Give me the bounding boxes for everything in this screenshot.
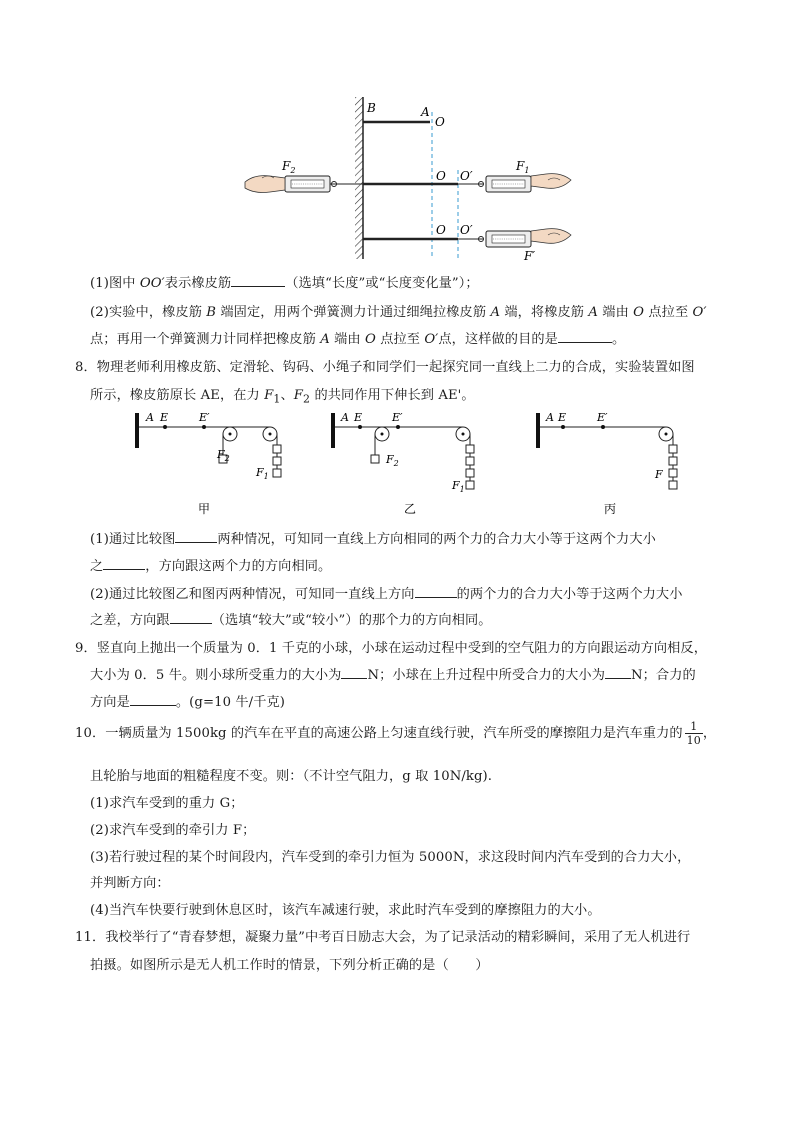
q8-sub1-line1: (1)通过比较图 两种情况，可知同一直线上方向相同的两个力的合力大小等于这两个力大小 bbox=[90, 532, 656, 547]
svg-text:A: A bbox=[546, 411, 554, 424]
label-f1: $F_1$ bbox=[516, 159, 530, 175]
q7-blank-1[interactable] bbox=[231, 274, 285, 287]
q10-sub3-line1: (3)若行驶过程的某个时间段内，汽车受到的牵引力恒为 5000N，求这段时间内汽车受到的合力大小， bbox=[90, 850, 691, 865]
svg-text:F: F bbox=[655, 468, 663, 481]
label-b: B bbox=[367, 101, 376, 115]
q8-blank-4[interactable] bbox=[170, 611, 212, 624]
label-o-prime-bottom: O′ bbox=[460, 223, 473, 237]
caption-yi: 乙 bbox=[404, 502, 417, 516]
caption-bing: 丙 bbox=[604, 502, 617, 516]
q10-line2: 且轮胎与地面的粗糙程度不变。则：（不计空气阻力，g 取 10N/kg). bbox=[90, 769, 493, 784]
q8-sub2-line1: (2)通过比较图乙和图丙两种情况，可知同一直线上方向 的两个力的合力大小等于这两个力大小 bbox=[90, 587, 683, 602]
q9-line3: 方向是 。(g=10 牛/千克) bbox=[90, 695, 286, 710]
q10-sub4: (4)当汽车快要行驶到休息区时，该汽车减速行驶，求此时汽车受到的摩擦阻力的大小。 bbox=[90, 903, 601, 918]
label-f-prime: F′ bbox=[524, 249, 536, 263]
svg-text:F2: $F_2$ bbox=[386, 453, 399, 468]
caption-jia: 甲 bbox=[198, 502, 211, 516]
label-o-middle: O bbox=[436, 169, 446, 183]
svg-text:E: E bbox=[558, 411, 567, 424]
svg-text:E′: E′ bbox=[199, 411, 210, 424]
q9-blank-2[interactable] bbox=[605, 666, 631, 679]
pulley-experiment-figures bbox=[0, 405, 794, 525]
svg-text:A: A bbox=[341, 411, 349, 424]
q8-stem-line1: 8．物理老师利用橡皮筋、定滑轮、钩码、小绳子和同学们一起探究同一直线上二力的合成，实验装置如图 bbox=[75, 360, 695, 375]
figure-yi bbox=[333, 411, 474, 516]
svg-text:F1: $F_1$ bbox=[452, 479, 465, 494]
q11-line1: 11．我校举行了“青春梦想，凝聚力量”中考百日励志大会，为了记录活动的精彩瞬间，采用了无人机进行 bbox=[75, 930, 691, 945]
svg-text:A: A bbox=[146, 411, 154, 424]
q7-sub2-line1: (2)实验中，橡皮筋 B 端固定，用两个弹簧测力计通过细绳拉橡皮筋 A 端，将橡皮筋 A 端由 O 点拉至 O′ bbox=[90, 305, 707, 320]
label-f2: $F_2$ bbox=[282, 159, 296, 175]
q9-blank-3[interactable] bbox=[130, 693, 176, 706]
q8-blank-2[interactable] bbox=[103, 557, 145, 570]
svg-text:E: E bbox=[354, 411, 363, 424]
label-o-bottom: O bbox=[436, 223, 446, 237]
right-hand-icon-top bbox=[531, 174, 571, 189]
svg-text:E′: E′ bbox=[392, 411, 403, 424]
fixed-wall bbox=[355, 97, 363, 259]
spring-balance-f1 bbox=[479, 176, 532, 192]
q9-line2: 大小为 0．5 牛。则小球所受重力的大小为 N；小球在上升过程中所受合力的大小为 N；合力的 bbox=[90, 668, 696, 683]
label-a: A bbox=[421, 105, 430, 119]
q7-sub2-line2: 点；再用一个弹簧测力计同样把橡皮筋 A 端由 O 点拉至 O′点，这样做的目的是 。 bbox=[90, 332, 626, 347]
spring-balance-f2 bbox=[285, 176, 337, 192]
q8-sub1-line2: 之 ，方向跟这两个力的方向相同。 bbox=[90, 559, 332, 574]
q10-sub3-line2: 并判断方向： bbox=[90, 876, 170, 891]
svg-text:E′: E′ bbox=[597, 411, 608, 424]
q10-sub1: (1)求汽车受到的重力 G； bbox=[90, 796, 244, 811]
q10-sub2: (2)求汽车受到的牵引力 F； bbox=[90, 823, 256, 838]
label-o-prime-middle: O′ bbox=[460, 169, 473, 183]
svg-text:F1: $F_1$ bbox=[256, 466, 269, 481]
q8-sub2-line2: 之差，方向跟 （选填“较大”或“较小”）的那个力的方向相同。 bbox=[90, 613, 492, 628]
rubber-band-experiment-figure bbox=[0, 0, 794, 270]
q11-line2: 拍摄。如图所示是无人机工作时的情景，下列分析正确的是（ ） bbox=[90, 958, 489, 973]
q8-blank-1[interactable] bbox=[175, 530, 217, 543]
q9-line1: 9．竖直向上抛出一个质量为 0．1 千克的小球，小球在运动过程中受到的空气阻力的方向跟运动方向相反， bbox=[75, 641, 707, 656]
right-hand-icon-bottom bbox=[531, 229, 571, 244]
q7-blank-2[interactable] bbox=[558, 330, 612, 343]
q8-stem-line2: 所示，橡皮筋原长 AE，在力 $F_1$、$F_2$ 的共同作用下伸长到 AE'。 bbox=[90, 388, 475, 406]
one-tenth-fraction: $\frac{1}{10}$ bbox=[686, 720, 701, 747]
svg-text:E: E bbox=[160, 411, 169, 424]
q9-blank-1[interactable] bbox=[341, 666, 367, 679]
svg-text:F2: $F_2$ bbox=[217, 448, 230, 463]
figure-bing bbox=[538, 411, 677, 516]
figure-jia bbox=[137, 411, 281, 516]
spring-balance-f-prime bbox=[479, 231, 532, 247]
label-o-top: O bbox=[435, 115, 445, 129]
left-hand-icon bbox=[245, 176, 285, 193]
q10-line1: 10．一辆质量为 1500kg 的汽车在平直的高速公路上匀速直线行驶，汽车所受的摩擦阻力是汽车重力的 $\frac{1}{10}$ ， bbox=[75, 720, 717, 747]
q8-blank-3[interactable] bbox=[415, 585, 457, 598]
q7-sub1: (1)图中 OO′表示橡皮筋 （选填“长度”或“长度变化量”）； bbox=[90, 276, 479, 291]
